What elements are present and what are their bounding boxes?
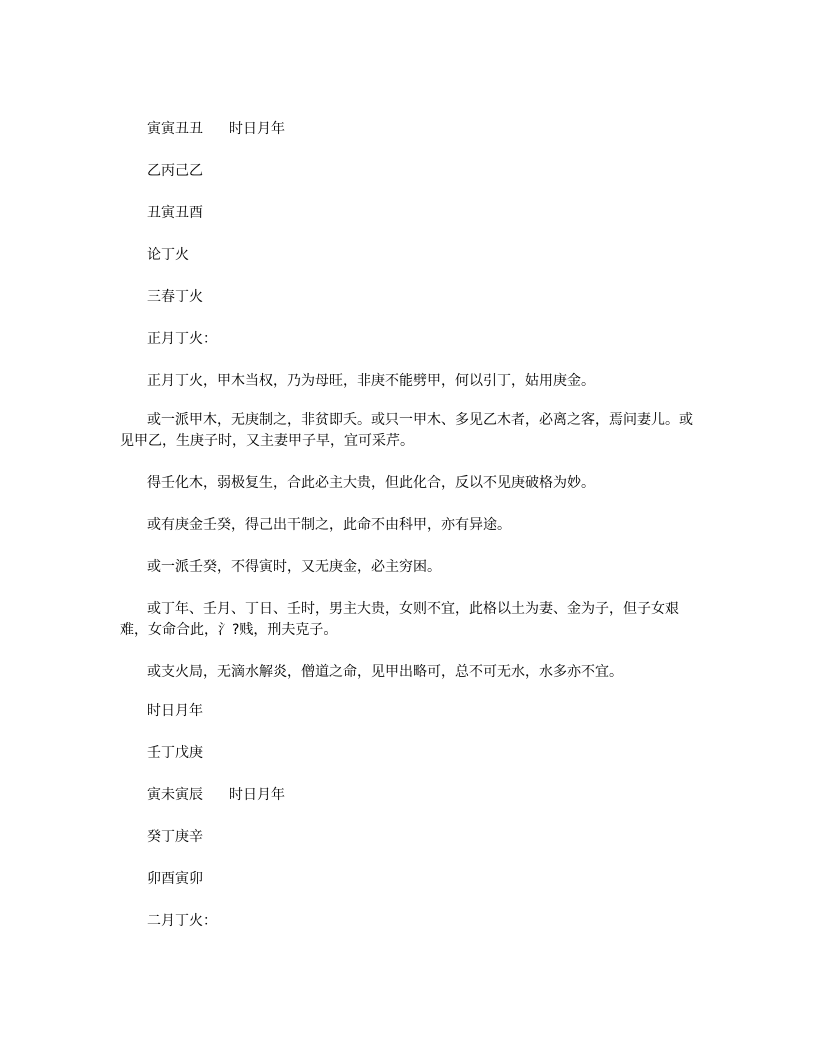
bazi-branches-line-3 [147,785,285,805]
bazi-stems-line: 乙丙己乙 [147,163,203,179]
paragraph-1: 正月丁火，甲木当权，乃为母旺，非庚不能劈甲，何以引丁，姑用庚金。 [147,373,595,389]
subsection-heading: 三春丁火 [147,289,203,305]
month-heading-2: 二月丁火： [147,913,217,929]
bazi-stems-line-2: 壬丁戊庚 [147,745,203,761]
bazi-branches: 寅未寅辰 [147,787,203,803]
bazi-branches-line-1 [147,119,285,139]
paragraph-6: 或丁年、壬月、丁日、壬时，男主大贵，女则不宜，此格以土为妻、金为子，但子女艰难，女命合此，氵?贱，刑夫克子。 [120,601,679,638]
paragraph-3: 得壬化木，弱极复生，合此必主大贵，但此化合，反以不见庚破格为妙。 [147,475,595,491]
pillar-header-line: 时日月年 [147,703,203,719]
bazi-stems-line-3: 癸丁庚辛 [147,829,203,845]
bazi-branches: 寅寅丑丑 [147,121,203,137]
paragraph-5: 或一派壬癸，不得寅时，又无庚金，必主穷困。 [147,559,441,575]
pillar-header: 时日月年 [229,121,285,137]
paragraph-2: 或一派甲木，无庚制之，非贫即夭。或只一甲木、多见乙木者，必离之客，焉问妻儿。或见甲乙，生庚子时，又主妻甲子早，宜可采芹。 [120,412,693,449]
pillar-header: 时日月年 [229,787,285,803]
paragraph-7: 或支火局，无滴水解炎，僧道之命，见甲出略可，总不可无水，水多亦不宜。 [147,664,623,680]
bazi-branches-line-4: 卯酉寅卯 [147,871,203,887]
month-heading: 正月丁火： [147,331,217,347]
paragraph-4: 或有庚金壬癸，得己出干制之，此命不由科甲，亦有异途。 [147,517,511,533]
section-heading: 论丁火 [147,247,189,263]
bazi-branches-line-2: 丑寅丑酉 [147,205,203,221]
